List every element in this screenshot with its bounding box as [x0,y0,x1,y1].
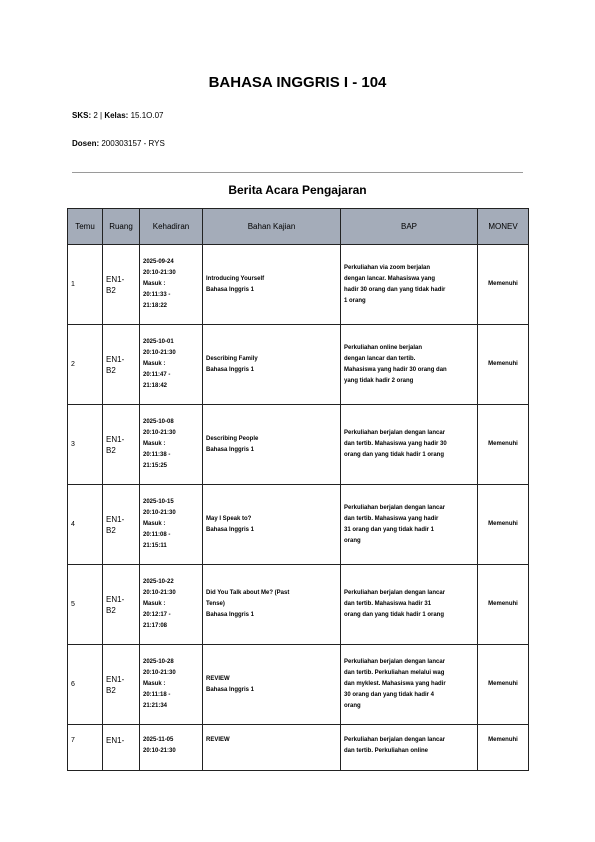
kehadiran-line: 21:17:08 [143,623,168,629]
ruang-line: B2 [106,285,116,295]
bahan-line: Bahasa Inggris 1 [206,686,255,693]
cell-temu: 1 [68,245,103,325]
ruang-line: B2 [106,525,116,535]
table-row [68,325,529,405]
ruang-line: EN1- [106,514,125,524]
bahan-line: Bahasa Inggris 1 [206,446,255,453]
cell-bahan-kajian [203,645,341,725]
lecturer-info: Dosen: 200303157 - RYS [72,139,165,148]
kehadiran-line: Masuk : [143,441,166,447]
kehadiran-line: 2025-11-05 [143,737,174,743]
header-bahan-kajian: Bahan Kajian [203,209,341,245]
cell-temu: 4 [68,485,103,565]
bap-line: Perkuliahan via zoom berjalan [344,264,431,271]
ruang-line: EN1- [106,736,125,745]
bahan-line: Tense) [206,601,225,607]
cell-temu: 6 [68,645,103,725]
ruang-line: EN1- [106,274,125,284]
kehadiran-line: 2025-10-28 [143,659,174,665]
cell-bap [341,645,478,725]
kehadiran-line: 21:15:25 [143,463,168,469]
ruang-line: EN1- [106,674,125,684]
cell-monev: Memenuhi [478,645,529,725]
kehadiran-line: 21:18:22 [143,303,168,309]
kehadiran-line: Masuk : [143,281,166,287]
bap-line: dengan lancar. Mahasiswa yang [344,275,436,282]
cell-temu: 2 [68,325,103,405]
section-title: Berita Acara Pengajaran [228,183,367,197]
bap-line: dan tertib. Perkuliahan online [344,748,429,754]
cell-kehadiran [140,245,203,325]
cell-kehadiran [140,725,203,771]
cell-bahan-kajian [203,725,341,771]
bahan-line: REVIEW [206,737,230,743]
cell-monev: Memenuhi [478,245,529,325]
bahan-line: Bahasa Inggris 1 [206,612,255,618]
kehadiran-line: 20:10-21:30 [143,748,176,754]
bap-line: Perkuliahan berjalan dengan lancar [344,737,446,743]
kehadiran-line: 20:10-21:30 [143,510,176,516]
cell-bap [341,565,478,645]
kehadiran-line: 20:10-21:30 [143,670,176,676]
kehadiran-line: Masuk : [143,601,166,607]
kehadiran-line: 2025-10-22 [143,579,174,585]
cell-bap [341,485,478,565]
bap-line: Perkuliahan berjalan dengan lancar [344,659,446,665]
cell-temu: 3 [68,405,103,485]
kehadiran-line: 20:10-21:30 [143,270,176,276]
bap-line: 30 orang dan yang tidak hadir 4 [344,692,435,698]
bap-line: Mahasiswa yang hadir 30 orang dan [344,366,447,373]
kehadiran-line: 20:11:08 - [143,532,171,538]
bap-line: orang dan yang tidak hadir 1 orang [344,452,445,458]
cell-monev: Memenuhi [478,405,529,485]
bahan-line: Bahasa Inggris 1 [206,526,255,533]
cell-temu: 7 [68,725,103,771]
bap-line: 1 orang [344,297,366,304]
table-row [68,485,529,565]
cell-kehadiran [140,485,203,565]
cell-ruang [103,485,140,565]
bap-line: Perkuliahan berjalan dengan lancar [344,504,446,511]
divider [72,172,523,173]
kehadiran-line: 2025-10-08 [143,419,174,425]
bahan-line: Bahasa Inggris 1 [206,366,255,373]
cell-monev: Memenuhi [478,565,529,645]
bahan-line: Did You Talk about Me? (Past [206,590,290,596]
cell-monev: Memenuhi [478,325,529,405]
bap-line: Perkuliahan berjalan dengan lancar [344,430,446,436]
bap-line: 31 orang dan yang tidak hadir 1 [344,526,435,533]
header-ruang: Ruang [103,209,140,245]
bap-line: dengan lancar dan tertib. [344,355,416,362]
kehadiran-line: 20:11:38 - [143,452,171,458]
cell-ruang [103,565,140,645]
kehadiran-line: 21:21:34 [143,703,168,709]
kehadiran-line: Masuk : [143,361,166,367]
bahan-line: REVIEW [206,675,230,682]
cell-ruang [103,405,140,485]
cell-ruang [103,245,140,325]
kehadiran-line: Masuk : [143,681,166,687]
cell-monev: Memenuhi [478,485,529,565]
cell-bap [341,405,478,485]
bap-line: orang [344,537,361,544]
cell-temu: 5 [68,565,103,645]
bahan-line: May I Speak to? [206,515,252,522]
bap-line: dan myklest. Mahasiswa yang hadir [344,681,446,687]
ruang-line: B2 [106,605,116,615]
kehadiran-line: 20:10-21:30 [143,590,176,596]
ruang-line: B2 [106,445,116,455]
bap-line: dan tertib. Mahasiswa hadir 31 [344,601,432,607]
kehadiran-line: 21:18:42 [143,383,168,389]
kehadiran-line: 20:11:47 - [143,372,171,378]
kehadiran-line: 21:15:11 [143,543,167,549]
cell-kehadiran [140,405,203,485]
kehadiran-line: 20:10-21:30 [143,350,176,356]
bahan-line: Introducing Yourself [206,275,265,282]
bap-table [67,208,529,771]
kehadiran-line: 20:11:33 - [143,292,171,298]
bap-line: orang [344,703,361,709]
kehadiran-line: 2025-10-01 [143,339,174,345]
cell-ruang [103,645,140,725]
bap-line: Perkuliahan berjalan dengan lancar [344,590,446,596]
bap-line: dan tertib. Mahasiswa yang hadir [344,515,439,522]
kehadiran-line: 2025-09-24 [143,259,174,265]
cell-ruang [103,725,140,771]
bap-line: yang tidak hadir 2 orang [344,377,414,384]
kehadiran-line: 2025-10-15 [143,499,174,505]
cell-kehadiran [140,645,203,725]
kehadiran-line: Masuk : [143,521,166,527]
cell-kehadiran [140,325,203,405]
table-row [68,245,529,325]
cell-bahan-kajian [203,405,341,485]
cell-bap [341,325,478,405]
header-monev: MONEV [478,209,529,245]
ruang-line: B2 [106,365,116,375]
cell-bahan-kajian [203,245,341,325]
cell-bap [341,245,478,325]
kehadiran-line: 20:11:18 - [143,692,171,698]
table-row [68,565,529,645]
cell-bahan-kajian [203,565,341,645]
bap-line: orang dan yang tidak hadir 1 orang [344,612,445,618]
header-temu: Temu [68,209,103,245]
cell-monev: Memenuhi [478,725,529,771]
ruang-line: EN1- [106,434,125,444]
bap-line: dan tertib. Mahasiswa yang hadir 30 [344,441,447,447]
kehadiran-line: 20:12:17 - [143,612,171,618]
ruang-line: EN1- [106,594,125,604]
table-row [68,405,529,485]
course-info: SKS: 2 | Kelas: 15.1O.07 [72,111,164,120]
cell-bap [341,725,478,771]
bap-line: Perkuliahan online berjalan [344,344,423,351]
table-row [68,725,529,771]
header-kehadiran: Kehadiran [140,209,203,245]
cell-bahan-kajian [203,325,341,405]
kehadiran-line: 20:10-21:30 [143,430,176,436]
ruang-line: EN1- [106,354,125,364]
bahan-line: Describing Family [206,355,258,362]
ruang-line: B2 [106,685,116,695]
bap-line: hadir 30 orang dan yang tidak hadir [344,286,446,293]
bahan-line: Bahasa Inggris 1 [206,286,255,293]
cell-kehadiran [140,565,203,645]
table-header-row [68,209,529,245]
cell-ruang [103,325,140,405]
header-bap: BAP [341,209,478,245]
bap-line: dan tertib. Perkuliahan melalui wag [344,670,445,676]
table-row [68,645,529,725]
cell-bahan-kajian [203,485,341,565]
document-title: BAHASA INGGRIS I - 104 [208,74,387,91]
bahan-line: Describing People [206,435,259,442]
